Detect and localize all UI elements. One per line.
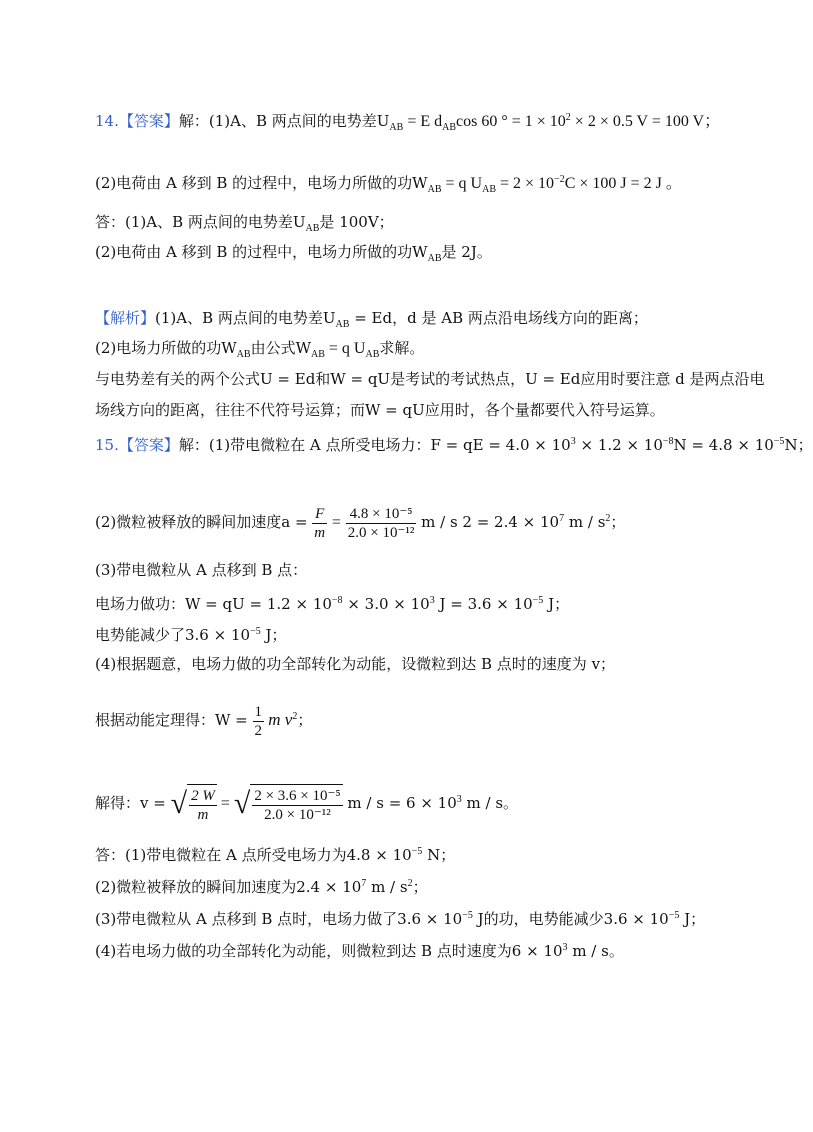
text: 电势能减少了3.6 × 10 [95, 626, 251, 644]
text: = q U [441, 175, 483, 192]
radicand [250, 784, 342, 825]
text: J = 3.6 × 10 [434, 595, 533, 613]
q15-line-3: (3)带电微粒从 A 点移到 B 点： [95, 561, 308, 579]
text: × 1.2 × 10 [575, 436, 663, 454]
fraction [346, 505, 417, 542]
q15-line-7 [95, 698, 312, 740]
sup: 2 [292, 711, 298, 722]
sub: AB [236, 349, 251, 360]
text: m v [264, 710, 293, 729]
numerator: F [312, 505, 327, 524]
text: ； [610, 513, 626, 531]
text: m / s 2 = 2.4 × 10 [416, 513, 560, 531]
answer-tag: 【答案】 [118, 112, 179, 130]
sup: 2 [407, 878, 413, 889]
sup: −2 [554, 174, 565, 185]
analysis-tag: 【解析】 [95, 309, 156, 327]
sup: −8 [331, 595, 343, 606]
text: J； [679, 910, 706, 928]
sub: AB [335, 319, 350, 330]
text: J； [543, 595, 570, 613]
q14-analysis-4: 场线方向的距离，往往不代符号运算；而W = qU应用时，各个量都要代入符号运算。 [95, 401, 665, 419]
sup: −5 [668, 910, 680, 921]
answer-tag: 【答案】 [118, 436, 179, 454]
text: J； [260, 626, 287, 644]
q14-analysis-3: 与电势差有关的两个公式U = Ed和W = qU是考试的考试热点，U = Ed应用时要注意 d 是两点沿电 [95, 370, 765, 388]
sub: AB [482, 184, 496, 195]
text: N； [784, 436, 813, 454]
text: = [216, 795, 234, 812]
text: (2)电荷由 A 移到 B 的过程中，电场力所做的功W [95, 243, 428, 261]
sub: AB [365, 349, 380, 360]
sup: 7 [361, 878, 367, 889]
text: m / s [564, 513, 606, 531]
denominator: 2.0 × 10⁻¹² [264, 807, 331, 823]
text: N = 4.8 × 10 [673, 436, 774, 454]
text: × 2 × 0.5 V = 100 V； [570, 113, 721, 130]
numerator: 2 W [191, 788, 215, 804]
denominator: m [197, 807, 209, 823]
text: m / s = 6 × 10 [342, 794, 457, 812]
text: (2)微粒被释放的瞬间加速度为2.4 × 10 [95, 878, 362, 896]
sub: AB [305, 223, 320, 234]
text: C × 100 J = 2 J 。 [564, 175, 682, 192]
sup: 3 [570, 436, 576, 447]
fraction [189, 787, 217, 824]
denominator: 2.0 × 10⁻¹² [347, 524, 415, 541]
q15-line-1 [95, 432, 813, 455]
text: (3)带电微粒从 A 点移到 B 点时，电场力做了3.6 × 10 [95, 910, 463, 928]
fraction [253, 703, 265, 740]
sub: AB [442, 122, 457, 133]
text: 电场力做功：W = qU = 1.2 × 10 [95, 595, 332, 613]
text: 是 2J。 [441, 243, 492, 261]
numerator: 1 [254, 703, 263, 720]
text: 由公式W [250, 339, 311, 357]
text: 求解。 [379, 339, 425, 357]
sup: −5 [250, 626, 261, 637]
sqrt-icon: √ [233, 787, 251, 820]
q15-summary-3 [95, 906, 705, 929]
text: m / s [366, 878, 408, 896]
radicand [187, 784, 217, 825]
sup: −5 [773, 436, 785, 447]
sub: AB [389, 122, 404, 133]
fraction [252, 787, 342, 824]
q15-line-6: (4)根据题意，电场力做的功全部转化为动能，设微粒到达 B 点时的速度为 v； [95, 655, 616, 673]
q14-number: 14. [95, 112, 119, 130]
q14-answer-1 [95, 212, 394, 239]
text: × 3.0 × 10 [342, 595, 430, 613]
q15-summary-4 [95, 938, 624, 961]
text: 解：(1)带电微粒在 A 点所受电场力：F = qE = 4.0 × 10 [178, 436, 571, 454]
sub: AB [427, 184, 442, 195]
q14-analysis-2 [95, 338, 424, 365]
q14-answer-2 [95, 242, 492, 269]
text: cos 60 ° = 1 × 10 [456, 113, 566, 130]
text: 根据动能定理得：W = [95, 711, 253, 729]
text: ； [297, 711, 313, 729]
text: = q U [324, 340, 366, 357]
q15-line-2: (2)微粒被释放的瞬间加速度a = $\frac{F}{m}$ = $\frac{\text{4.8 × 10⁻⁵}}{\text{2.0 × 10⁻¹²}}$ m / s $2 = 2.4 \times 10^7$ m / $s^2$； [95, 505, 626, 541]
sup: 3 [562, 942, 568, 953]
text: (2)微粒被释放的瞬间加速度a = [95, 513, 313, 531]
numerator: 2 × 3.6 × 10⁻⁵ [254, 788, 341, 804]
sup: 2 [605, 513, 611, 524]
text: 是 100V； [319, 213, 394, 231]
q15-line-5 [95, 622, 287, 645]
text: ； [412, 878, 428, 896]
q14-line-2 [95, 170, 682, 200]
text: 解：(1) [178, 112, 231, 130]
denominator: 2 [254, 722, 263, 739]
text: m / s。 [567, 942, 624, 960]
sup: 7 [559, 513, 565, 524]
sup: 2 [565, 112, 571, 123]
text: 解得：v = [95, 794, 171, 812]
text: = E d [403, 113, 443, 130]
q15-number: 15. [95, 436, 119, 454]
text: = Ed，d 是 AB 两点沿电场线方向的距离； [349, 309, 648, 327]
sub: AB [311, 349, 325, 360]
text: m / s。 [461, 794, 519, 812]
sup: −5 [411, 846, 423, 857]
text: J的功，电势能减少3.6 × 10 [472, 910, 669, 928]
sub: AB [427, 253, 442, 264]
q14-line-1 [95, 108, 720, 138]
text: 答：(1)带电微粒在 A 点所受电场力为4.8 × 10 [95, 846, 412, 864]
q15-summary-2 [95, 874, 428, 897]
sup: 3 [456, 794, 462, 805]
sup: −8 [662, 436, 674, 447]
text: A、B 两点间的电势差U [230, 112, 390, 130]
text: (1)A、B 两点间的电势差U [155, 309, 336, 327]
q14-analysis-1 [95, 308, 648, 335]
numerator: 4.8 × 10⁻⁵ [346, 505, 417, 524]
text: (2)电场力所做的功W [95, 339, 237, 357]
q15-summary-1 [95, 842, 455, 865]
sup: −5 [462, 910, 473, 921]
text: 答：(1)A、B 两点间的电势差U [95, 213, 306, 231]
sup: 3 [429, 595, 435, 606]
denominator: m [314, 524, 326, 541]
sqrt-icon: √ [170, 787, 188, 820]
text: N； [422, 846, 456, 864]
sup: −5 [532, 595, 544, 606]
q15-line-4 [95, 591, 569, 614]
text: = 2 × 10 [496, 175, 555, 192]
q15-line-8 [95, 780, 518, 825]
text: (4)若电场力做的功全部转化为动能，则微粒到达 B 点时速度为6 × 10 [95, 942, 563, 960]
fraction [312, 505, 327, 542]
text: (2)电荷由 A 移到 B 的过程中，电场力所做的功W [95, 174, 428, 192]
